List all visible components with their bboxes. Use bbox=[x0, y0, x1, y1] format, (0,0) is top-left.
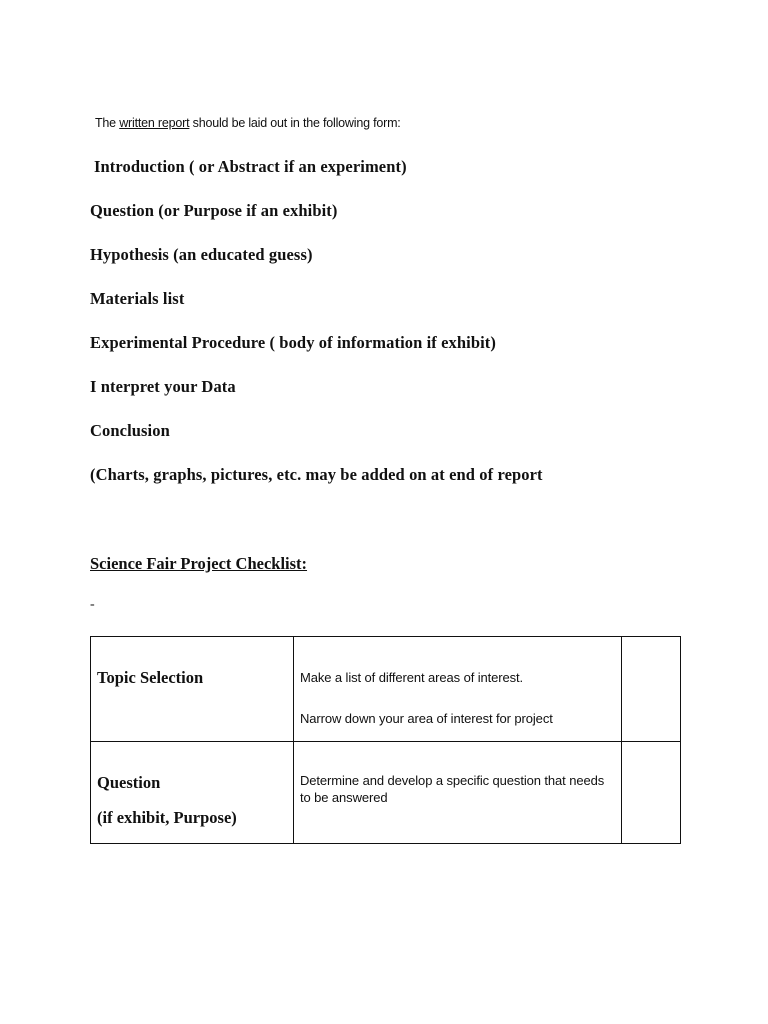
check-cell bbox=[622, 742, 681, 844]
section-introduction: Introduction ( or Abstract if an experiment) bbox=[94, 157, 407, 176]
stray-dash-mark: - bbox=[90, 597, 95, 612]
section-experimental-procedure: Experimental Procedure ( body of information if exhibit) bbox=[90, 333, 496, 352]
topic-sublabel: (if exhibit, Purpose) bbox=[97, 808, 237, 827]
section-hypothesis: Hypothesis (an educated guess) bbox=[90, 245, 313, 264]
task-cell bbox=[294, 742, 622, 844]
topic-cell bbox=[91, 637, 294, 742]
table-row bbox=[91, 742, 681, 844]
section-charts-note: (Charts, graphs, pictures, etc. may be added on at end of report bbox=[90, 465, 543, 484]
task-text: Make a list of different areas of interest. bbox=[300, 670, 524, 685]
check-cell bbox=[622, 637, 681, 742]
task-text: Determine and develop a specific question that needs to be answered bbox=[300, 773, 605, 805]
intro-suffix: should be laid out in the following form: bbox=[192, 116, 401, 130]
checklist-table bbox=[90, 636, 681, 844]
intro-prefix: The bbox=[95, 116, 116, 130]
task-cell bbox=[294, 637, 622, 742]
table-row bbox=[91, 637, 681, 742]
topic-label: Question bbox=[97, 773, 161, 792]
report-intro-text bbox=[95, 116, 401, 130]
section-conclusion: Conclusion bbox=[90, 421, 170, 440]
topic-label: Topic Selection bbox=[97, 668, 204, 687]
section-materials-list: Materials list bbox=[90, 289, 185, 308]
task-text: Narrow down your area of interest for project bbox=[300, 711, 553, 726]
section-interpret-data: I nterpret your Data bbox=[90, 377, 236, 396]
topic-cell bbox=[91, 742, 294, 844]
section-question: Question (or Purpose if an exhibit) bbox=[90, 201, 338, 220]
written-report-underlined: written report bbox=[119, 116, 190, 130]
checklist-title: Science Fair Project Checklist: bbox=[90, 554, 308, 573]
